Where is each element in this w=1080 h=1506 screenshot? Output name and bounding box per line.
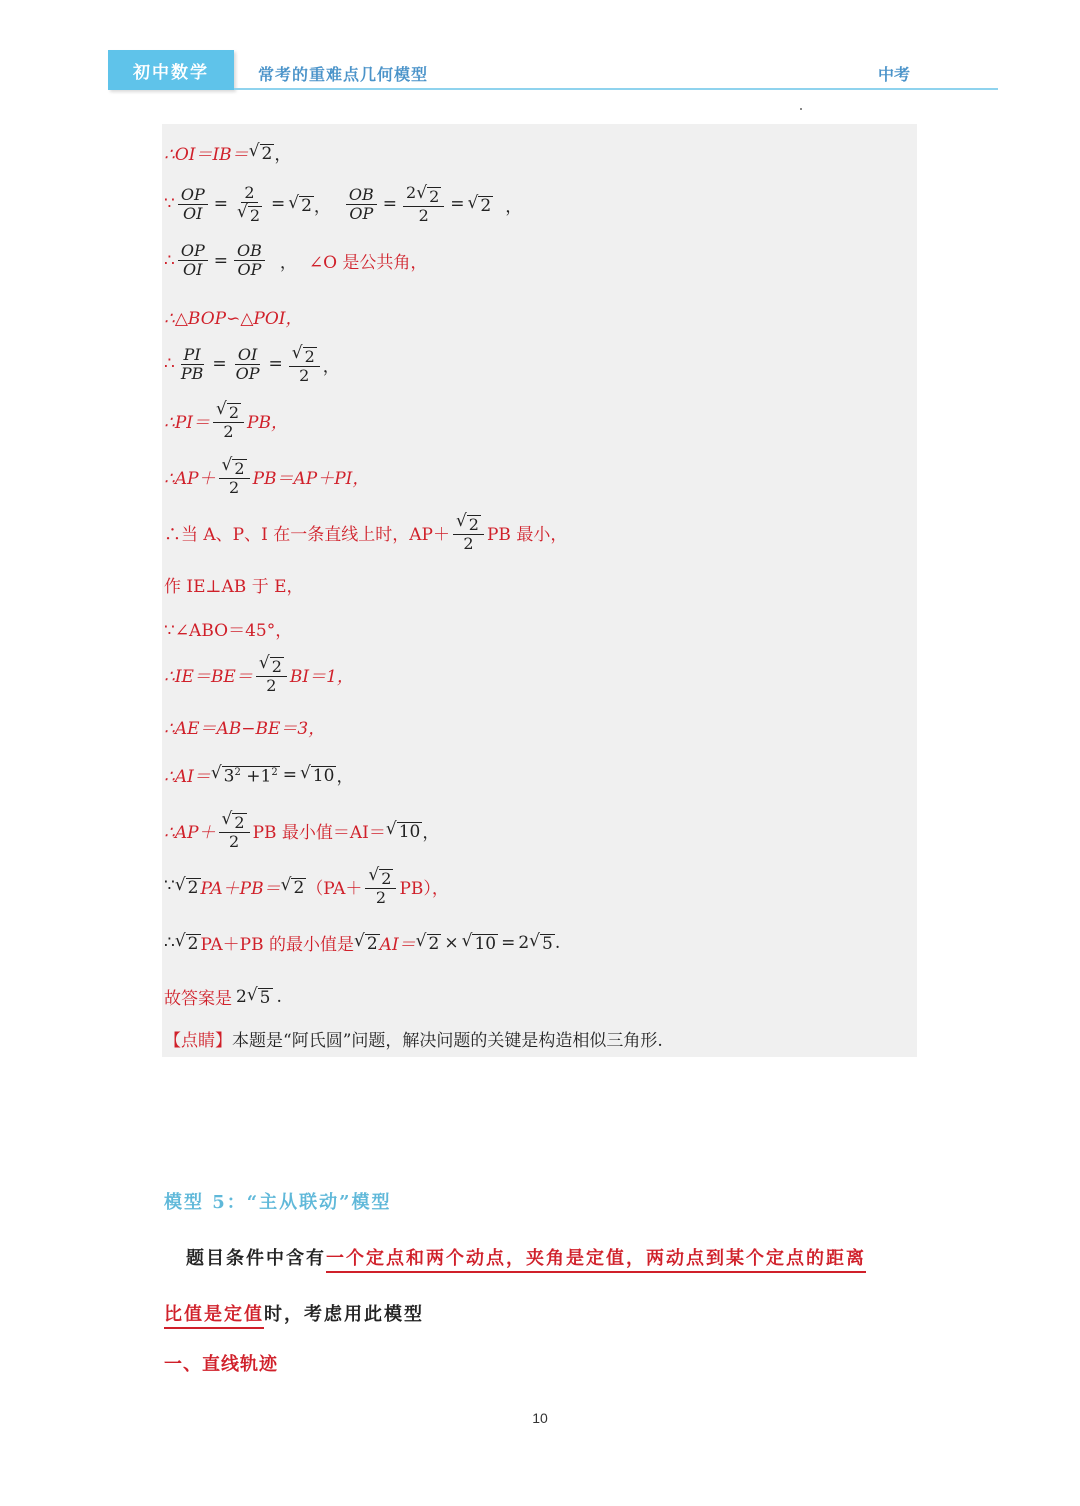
model-description-line2: 比值是定值时，考虑用此模型 — [164, 1300, 424, 1326]
line-pi-pb: ∴ $\frac{PI}{PB}$ = $\frac{OI}{OP}$ = √ 2 2 ， — [164, 343, 340, 385]
line-ae: ∴AE＝AB−BE＝3， — [164, 719, 326, 739]
line-factor: ∵ √ 2 PA＋PB＝ √ 2 （PA＋ √ 2 2 PB）， — [164, 865, 449, 907]
line-ie-be: ∴IE＝BE＝ √ 2 2 BI＝1， — [164, 653, 354, 695]
conclusion: 故答案是 2 √ 5 . — [164, 985, 282, 1009]
line-pi: ∴PI＝ √ 2 2 PB， — [164, 399, 288, 441]
model-description-line1: 题目条件中含有一个定点和两个动点，夹角是定值，两动点到某个定点的距离 — [186, 1244, 866, 1270]
line-ap-pi: ∴AP＋ √ 2 2 PB＝AP＋PI， — [164, 455, 370, 497]
page-header — [0, 0, 1080, 100]
line-min-value: ∴AP＋ √ 2 2 PB 最小值＝AI＝ √ 10 ， — [164, 809, 440, 851]
line-ratios: ∵ $\frac{OP}{OI}$ = 2 √ 2 = √ 2 ， $\frac{OB}{OP}$ = 2 √ 2 2 = √ 2 ， — [164, 183, 523, 226]
line-similar: ∴△BOP∽△POI， — [164, 309, 303, 329]
line-ie-perp: 作 IE⊥AB 于 E， — [164, 577, 304, 597]
header-tab: 初中数学 — [108, 50, 234, 90]
header-right-label: 中考 — [877, 65, 910, 84]
model-title: 模型 5：“主从联动”模型 — [164, 1192, 392, 1213]
line-angle: ∵∠ABO＝45°， — [164, 621, 293, 641]
line-equal-ratio: ∴ $\frac{OP}{OI}$ = $\frac{OB}{OP}$ ， ∠O 是公共角， — [164, 241, 428, 280]
header-dot — [800, 108, 802, 110]
header-divider — [234, 88, 998, 90]
section-subheading: 一、直线轨迹 — [164, 1354, 278, 1375]
key-point: 【点睛】本题是“阿氏圆”问题，解决问题的关键是构造相似三角形. — [164, 1031, 663, 1051]
header-subtitle: 常考的重难点几何模型 — [258, 65, 429, 84]
line-oi-ib: ∴OI＝IB＝ √ 2 ， — [164, 141, 292, 165]
line-final: ∴ √ 2 PA＋PB 的最小值是 √ 2 AI＝ √ 2 × √ 10 = 2 √ 5 . — [164, 931, 561, 955]
line-ai: ∴AI＝ √ $3^2 +1^2$ = √ 10 ， — [164, 762, 354, 787]
line-collinear: ∴当 A、P、I 在一条直线上时，AP＋ √ 2 2 PB 最小， — [164, 511, 568, 553]
page-number: 10 — [532, 1410, 548, 1426]
solution-panel — [162, 124, 917, 1057]
